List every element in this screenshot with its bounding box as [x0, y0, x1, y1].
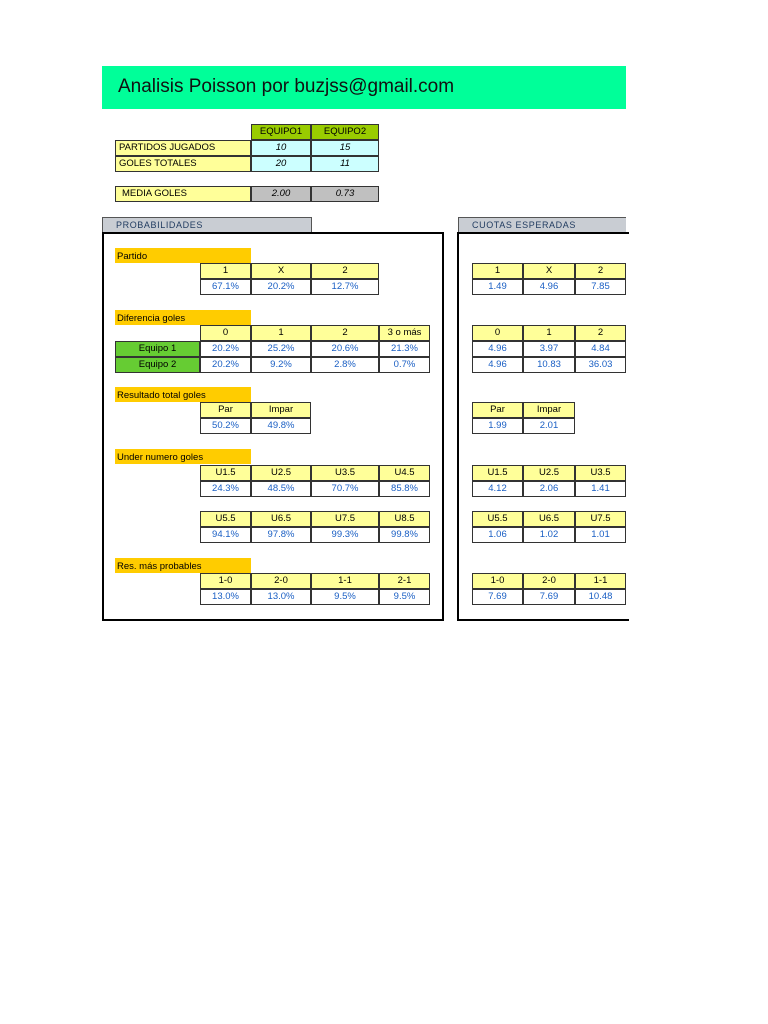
dif-header-1: 1: [251, 325, 311, 341]
partido-cuota-header-2: 2: [575, 263, 626, 279]
under-header-a0: U1.5: [200, 465, 251, 481]
title-banner: [102, 66, 626, 109]
dif-cuota-header-2: 2: [575, 325, 626, 341]
prob-cuota-0: 7.69: [472, 589, 523, 605]
under-cuota-header-b2: U7.5: [575, 511, 626, 527]
under-header-b0: U5.5: [200, 511, 251, 527]
partido-cuota-1: 1.49: [472, 279, 523, 295]
section-probables: Res. más probables: [115, 558, 251, 573]
under-cuota-a2: 1.41: [575, 481, 626, 497]
dif-header-0: 0: [200, 325, 251, 341]
prob-cuota-header-0: 1-0: [472, 573, 523, 589]
prob-header-1: 2-0: [251, 573, 311, 589]
under-prob-b1: 97.8%: [251, 527, 311, 543]
dif-cuota1-2: 4.84: [575, 341, 626, 357]
under-header-a3: U4.5: [379, 465, 430, 481]
dif-team2-0: 20.2%: [200, 357, 251, 373]
dif-team1-0: 20.2%: [200, 341, 251, 357]
team2-label: Equipo 2: [115, 357, 200, 373]
prob-cuota-header-2: 1-1: [575, 573, 626, 589]
dif-cuota2-0: 4.96: [472, 357, 523, 373]
under-prob-b3: 99.8%: [379, 527, 430, 543]
dif-cuota1-0: 4.96: [472, 341, 523, 357]
partido-header-1: 1: [200, 263, 251, 279]
dif-header-2: 2: [311, 325, 379, 341]
under-cuota-header-b1: U6.5: [523, 511, 575, 527]
prob-value-0: 13.0%: [200, 589, 251, 605]
under-prob-b0: 94.1%: [200, 527, 251, 543]
under-cuota-a1: 2.06: [523, 481, 575, 497]
under-header-a2: U3.5: [311, 465, 379, 481]
res-cuota-par: 1.99: [472, 418, 523, 434]
prob-value-3: 9.5%: [379, 589, 430, 605]
partido-header-x: X: [251, 263, 311, 279]
prob-cuota-1: 7.69: [523, 589, 575, 605]
team1-label: Equipo 1: [115, 341, 200, 357]
partido-cuota-2: 7.85: [575, 279, 626, 295]
cuotas-title: CUOTAS ESPERADAS: [472, 220, 576, 230]
partidos-label: PARTIDOS JUGADOS: [115, 140, 251, 156]
partido-cuota-header-1: 1: [472, 263, 523, 279]
under-prob-a2: 70.7%: [311, 481, 379, 497]
under-header-a1: U2.5: [251, 465, 311, 481]
under-prob-b2: 99.3%: [311, 527, 379, 543]
partido-cuota-header-x: X: [523, 263, 575, 279]
partido-cuota-x: 4.96: [523, 279, 575, 295]
partidos-equipo1: 10: [251, 140, 311, 156]
under-cuota-b2: 1.01: [575, 527, 626, 543]
media-equipo1: 2.00: [251, 186, 311, 202]
dif-team1-1: 25.2%: [251, 341, 311, 357]
res-cuota-header-impar: Impar: [523, 402, 575, 418]
res-header-par: Par: [200, 402, 251, 418]
under-cuota-b1: 1.02: [523, 527, 575, 543]
dif-header-3: 3 o más: [379, 325, 430, 341]
res-prob-impar: 49.8%: [251, 418, 311, 434]
res-cuota-impar: 2.01: [523, 418, 575, 434]
prob-header-2: 1-1: [311, 573, 379, 589]
under-cuota-a0: 4.12: [472, 481, 523, 497]
prob-value-1: 13.0%: [251, 589, 311, 605]
prob-header-3: 2-1: [379, 573, 430, 589]
under-header-b1: U6.5: [251, 511, 311, 527]
dif-team1-2: 20.6%: [311, 341, 379, 357]
dif-cuota2-2: 36.03: [575, 357, 626, 373]
section-diferencia: Diferencia goles: [115, 310, 251, 325]
res-prob-par: 50.2%: [200, 418, 251, 434]
dif-cuota-header-1: 1: [523, 325, 575, 341]
prob-cuota-2: 10.48: [575, 589, 626, 605]
prob-header-0: 1-0: [200, 573, 251, 589]
under-cuota-header-a1: U2.5: [523, 465, 575, 481]
res-cuota-header-par: Par: [472, 402, 523, 418]
under-prob-a0: 24.3%: [200, 481, 251, 497]
media-equipo2: 0.73: [311, 186, 379, 202]
under-header-b2: U7.5: [311, 511, 379, 527]
dif-cuota1-1: 3.97: [523, 341, 575, 357]
under-header-b3: U8.5: [379, 511, 430, 527]
dif-team1-3: 21.3%: [379, 341, 430, 357]
prob-value-2: 9.5%: [311, 589, 379, 605]
dif-team2-3: 0.7%: [379, 357, 430, 373]
under-cuota-header-b0: U5.5: [472, 511, 523, 527]
partido-prob-1: 67.1%: [200, 279, 251, 295]
page-title: Analisis Poisson por buzjss@gmail.com: [118, 76, 455, 97]
section-resultado: Resultado total goles: [115, 387, 251, 402]
goles-equipo1: 20: [251, 156, 311, 172]
dif-team2-2: 2.8%: [311, 357, 379, 373]
under-cuota-header-a0: U1.5: [472, 465, 523, 481]
res-header-impar: Impar: [251, 402, 311, 418]
dif-cuota-header-0: 0: [472, 325, 523, 341]
prob-cuota-header-1: 2-0: [523, 573, 575, 589]
under-cuota-b0: 1.06: [472, 527, 523, 543]
dif-team2-1: 9.2%: [251, 357, 311, 373]
dif-cuota2-1: 10.83: [523, 357, 575, 373]
under-cuota-header-a2: U3.5: [575, 465, 626, 481]
goles-equipo2: 11: [311, 156, 379, 172]
goles-label: GOLES TOTALES: [115, 156, 251, 172]
partido-prob-2: 12.7%: [311, 279, 379, 295]
partidos-equipo2: 15: [311, 140, 379, 156]
section-partido: Partido: [115, 248, 251, 263]
under-prob-a3: 85.8%: [379, 481, 430, 497]
partido-header-2: 2: [311, 263, 379, 279]
col-header-equipo1: EQUIPO1: [251, 124, 311, 140]
col-header-equipo2: EQUIPO2: [311, 124, 379, 140]
probabilidades-title: PROBABILIDADES: [116, 220, 203, 230]
media-label: MEDIA GOLES: [115, 186, 251, 202]
under-prob-a1: 48.5%: [251, 481, 311, 497]
section-under: Under numero goles: [115, 449, 251, 464]
partido-prob-x: 20.2%: [251, 279, 311, 295]
